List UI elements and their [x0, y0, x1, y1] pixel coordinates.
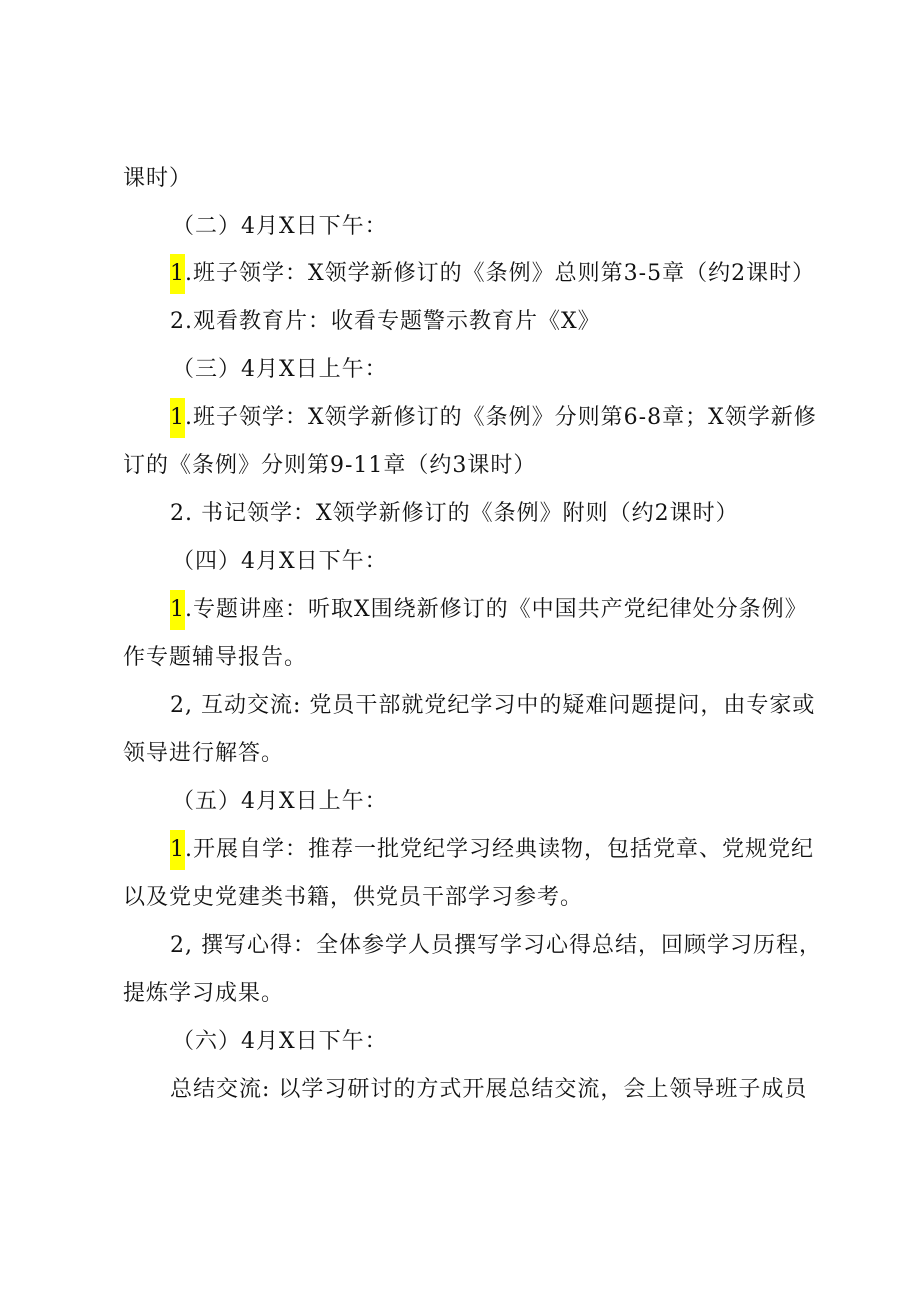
- item-3-1-continued: 订的《条例》分则第9-11章（约3课时）: [123, 453, 537, 478]
- item-2-2: 2.观看教育片：收看专题警示教育片《X》: [170, 309, 601, 334]
- continuation-line: 课时）: [123, 166, 193, 191]
- item-5-2-continued: 提炼学习成果。: [123, 981, 285, 1006]
- highlight-marker: 1: [170, 590, 185, 630]
- item-4-2-continued: 领导进行解答。: [123, 741, 285, 766]
- item-4-1-continued: 作专题辅导报告。: [123, 645, 308, 670]
- item-4-2: 2, 互动交流: 党员干部就党纪学习中的疑难问题提问，由专家或: [170, 693, 816, 718]
- section-heading-6: （六）4月X日下午：: [172, 1029, 388, 1054]
- item-4-1: 1.专题讲座：听取X围绕新修订的《中国共产党纪律处分条例》: [0, 590, 920, 630]
- section-heading-2: （二）4月X日下午：: [172, 214, 388, 239]
- item-6-1: 总结交流: 以学习研讨的方式开展总结交流，会上领导班子成员: [170, 1077, 808, 1102]
- item-2-1: 1.班子领学：X领学新修订的《条例》总则第3-5章（约2课时）: [0, 254, 920, 294]
- highlight-marker: 1: [170, 398, 185, 438]
- highlight-marker: 1: [170, 830, 185, 870]
- section-heading-5: （五）4月X日上午：: [172, 789, 388, 814]
- item-3-1: 1.班子领学：X领学新修订的《条例》分则第6-8章；X领学新修: [0, 398, 920, 438]
- highlight-marker: 1: [170, 254, 185, 294]
- item-5-1-continued: 以及党史党建类书籍，供党员干部学习参考。: [123, 885, 584, 910]
- section-heading-3: （三）4月X日上午：: [172, 357, 388, 382]
- section-heading-4: （四）4月X日下午：: [172, 549, 388, 574]
- item-5-1: 1.开展自学：推荐一批党纪学习经典读物，包括党章、党规党纪: [0, 830, 920, 870]
- item-3-2: 2. 书记领学：X领学新修订的《条例》附则（约2课时）: [170, 501, 739, 526]
- item-5-2: 2, 撰写心得：全体参学人员撰写学习心得总结，回顾学习历程，: [170, 933, 822, 958]
